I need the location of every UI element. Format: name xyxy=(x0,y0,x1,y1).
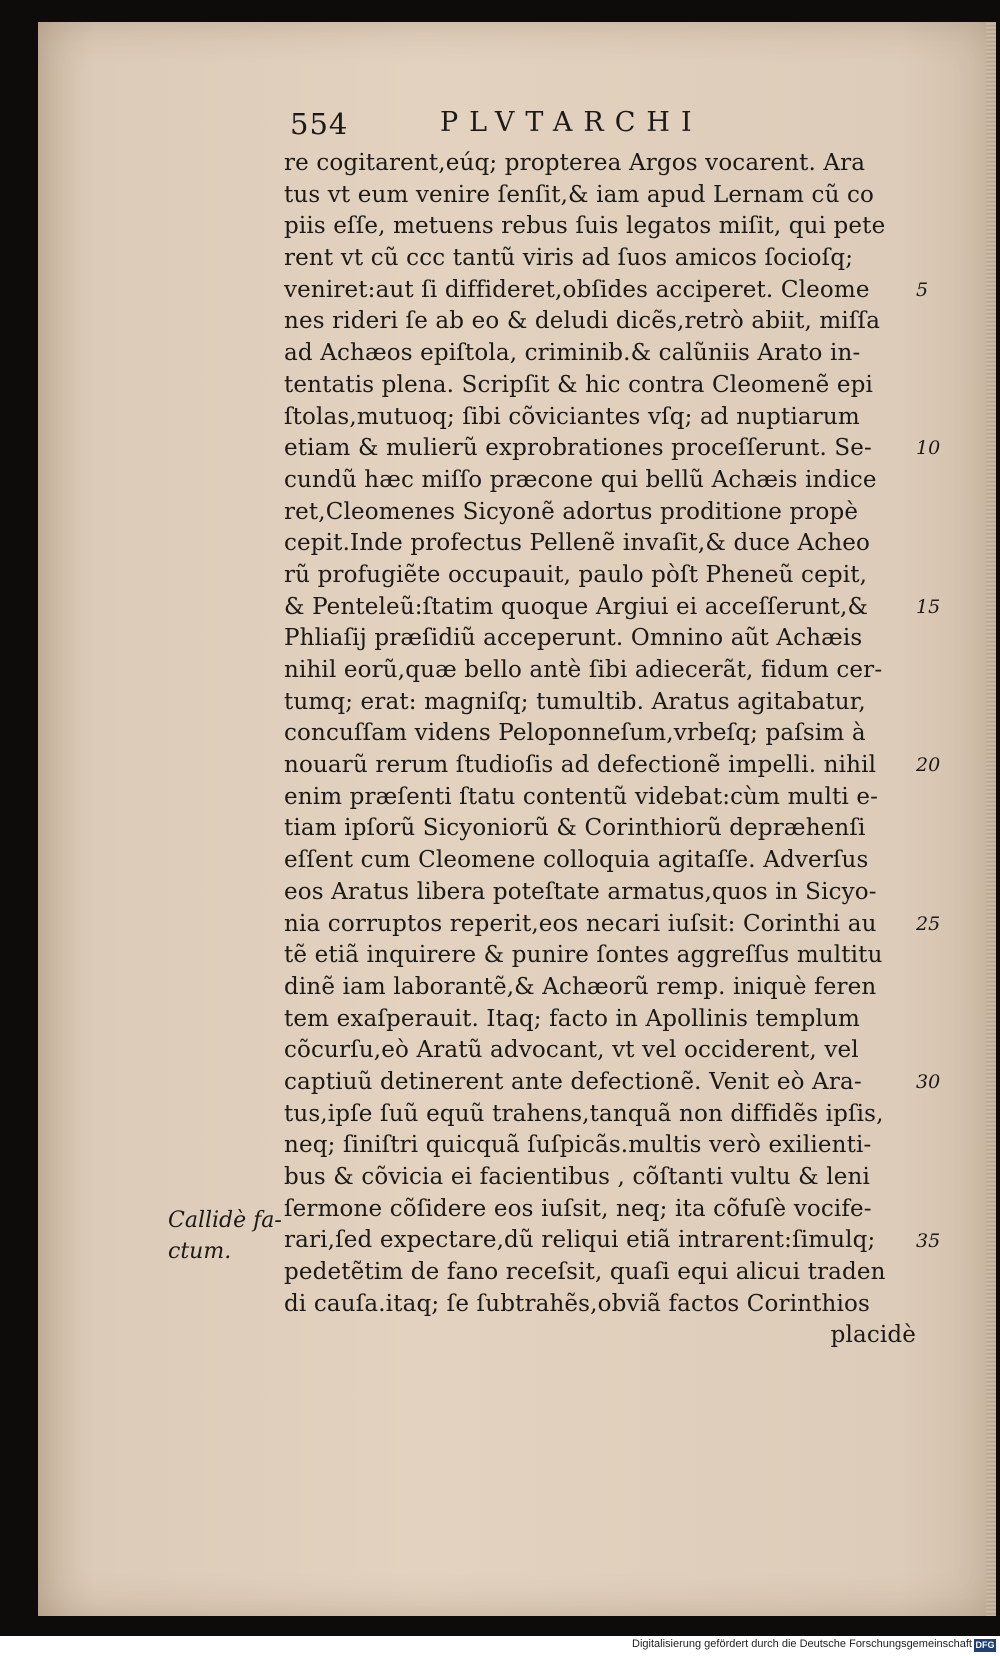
page-edge xyxy=(986,22,996,1616)
footer-credit: Digitalisierung gefördert durch die Deutsche Forschungsgemeinschaft xyxy=(632,1638,972,1650)
text-line: & Penteleũ:ſtatim quoque Argiui ei acceſſerunt,& xyxy=(284,593,869,620)
folio-number: 554 xyxy=(290,107,349,141)
marginal-note-line: ctum. xyxy=(168,1239,232,1264)
line-number: 15 xyxy=(916,595,941,618)
text-line: nes rideri ſe ab eo & deludi dicẽs,retrò abiit, miſſa xyxy=(284,308,881,335)
running-title: PLVTARCHI xyxy=(440,107,703,138)
text-line: enim præſenti ſtatu contentũ videbat:cùm multi e- xyxy=(284,783,879,810)
text-line: Phliaſij præſidiũ acceperunt. Omnino aũt Achæis xyxy=(284,625,863,652)
footer-strip xyxy=(0,1636,1000,1656)
text-line: tentatis plena. Scripſit & hic contra Cleomenẽ epi xyxy=(284,371,874,398)
text-line: cõcurſu,eò Aratũ advocant, vt vel occiderent, vel xyxy=(284,1037,859,1064)
text-line: rũ profugiẽte occupauit, paulo pòſt Pheneũ cepit, xyxy=(284,561,868,588)
line-number: 25 xyxy=(916,912,941,935)
text-line: cepit.Inde profectus Pellenẽ invaſit,& duce Acheo xyxy=(284,530,871,557)
text-line: etiam & mulierũ exprobrationes proceſſerunt. Se- xyxy=(284,435,872,462)
text-line: nia corruptos reperit,eos necari iuſsit: Corinthi au xyxy=(284,910,877,937)
text-line: re cogitarent,eúq; propterea Argos vocarent. Ara xyxy=(284,150,866,176)
text-line: eſſent cum Cleomene colloquia agitaſſe. Adverſus xyxy=(284,847,869,874)
text-line: neq; ſiniſtri quicquã ſuſpicãs.multis verò exilienti- xyxy=(284,1132,872,1159)
text-line: pedetẽtim de fano receſsit, quaſi equi alicui traden xyxy=(284,1259,886,1286)
text-line: nouarũ rerum ſtudioſis ad defectionẽ impelli. nihil xyxy=(284,752,877,779)
text-line: nihil eorũ,quæ bello antè ſibi adiecerãt, fidum cer- xyxy=(284,657,883,683)
dfg-logo-icon: DFG xyxy=(975,1640,995,1650)
text-line: tem exaſperauit. Itaq; facto in Apollinis templum xyxy=(284,1005,860,1032)
text-line: rari,ſed expectare,dũ reliqui etiã intrarent:ſimulq; xyxy=(284,1227,876,1254)
text-line: captiuũ detinerent ante defectionẽ. Venit eò Ara- xyxy=(284,1068,862,1095)
book-page xyxy=(38,22,996,1616)
text-line: tus vt eum venire ſenſit,& iam apud Lernam cũ co xyxy=(284,181,875,208)
text-line: ſermone cõſidere eos iuſsit, neq; ita cõfuſè vocife- xyxy=(284,1195,872,1222)
text-block xyxy=(284,148,916,1352)
text-line: rent vt cũ ccc tantũ viris ad ſuos amicos ſocioſq; xyxy=(284,245,854,272)
text-line: piis eſſe, metuens rebus ſuis legatos miſit, qui pete xyxy=(284,213,886,240)
line-number: 30 xyxy=(916,1071,941,1094)
line-number: 10 xyxy=(916,437,941,460)
text-line: dinẽ iam laborantẽ,& Achæorũ remp. iniquè feren xyxy=(284,973,877,1000)
line-number: 20 xyxy=(916,754,941,777)
text-line: tiam ipſorũ Sicyoniorũ & Corinthiorũ depræhenſi xyxy=(284,815,866,842)
text-line: veniret:aut ſi diffideret,obſides acciperet. Cleome xyxy=(284,276,870,303)
marginal-note xyxy=(168,1205,282,1267)
text-line: bus & cõvicia ei facientibus , cõſtanti vultu & leni xyxy=(284,1164,870,1190)
text-line: tumq; erat: magniſq; tumultib. Aratus agitabatur, xyxy=(284,688,866,715)
line-number: 5 xyxy=(916,278,929,301)
line-number: 35 xyxy=(916,1229,941,1252)
text-line: eos Aratus libera poteſtate armatus,quos in Sicyo- xyxy=(284,878,877,905)
text-line: ad Achæos epiſtola, criminib.& calũniis Arato in- xyxy=(284,340,861,367)
text-line: di cauſa.itaq; ſe ſubtrahẽs,obviã factos Corinthios xyxy=(284,1290,870,1317)
text-line: placidè xyxy=(830,1322,916,1349)
text-line: tẽ etiã inquirere & punire ſontes aggreſſus multitu xyxy=(284,942,883,969)
page-header xyxy=(290,107,850,147)
text-line: ſtolas,mutuoq; ſibi cõviciantes vſq; ad nuptiarum xyxy=(284,403,860,430)
text-line: cundũ hæc miſſo præcone qui bellũ Achæis indice xyxy=(284,466,877,493)
text-line: ret,Cleomenes Sicyonẽ adortus proditione propè xyxy=(284,498,859,525)
text-line: tus,ipſe ſuũ equũ trahens,tanquã non diffidẽs ipſis, xyxy=(284,1100,884,1127)
text-line: concuſſam videns Peloponneſum,vrbeſq; paſsim à xyxy=(284,720,866,747)
marginal-note-line: Callidè fa- xyxy=(168,1208,282,1233)
